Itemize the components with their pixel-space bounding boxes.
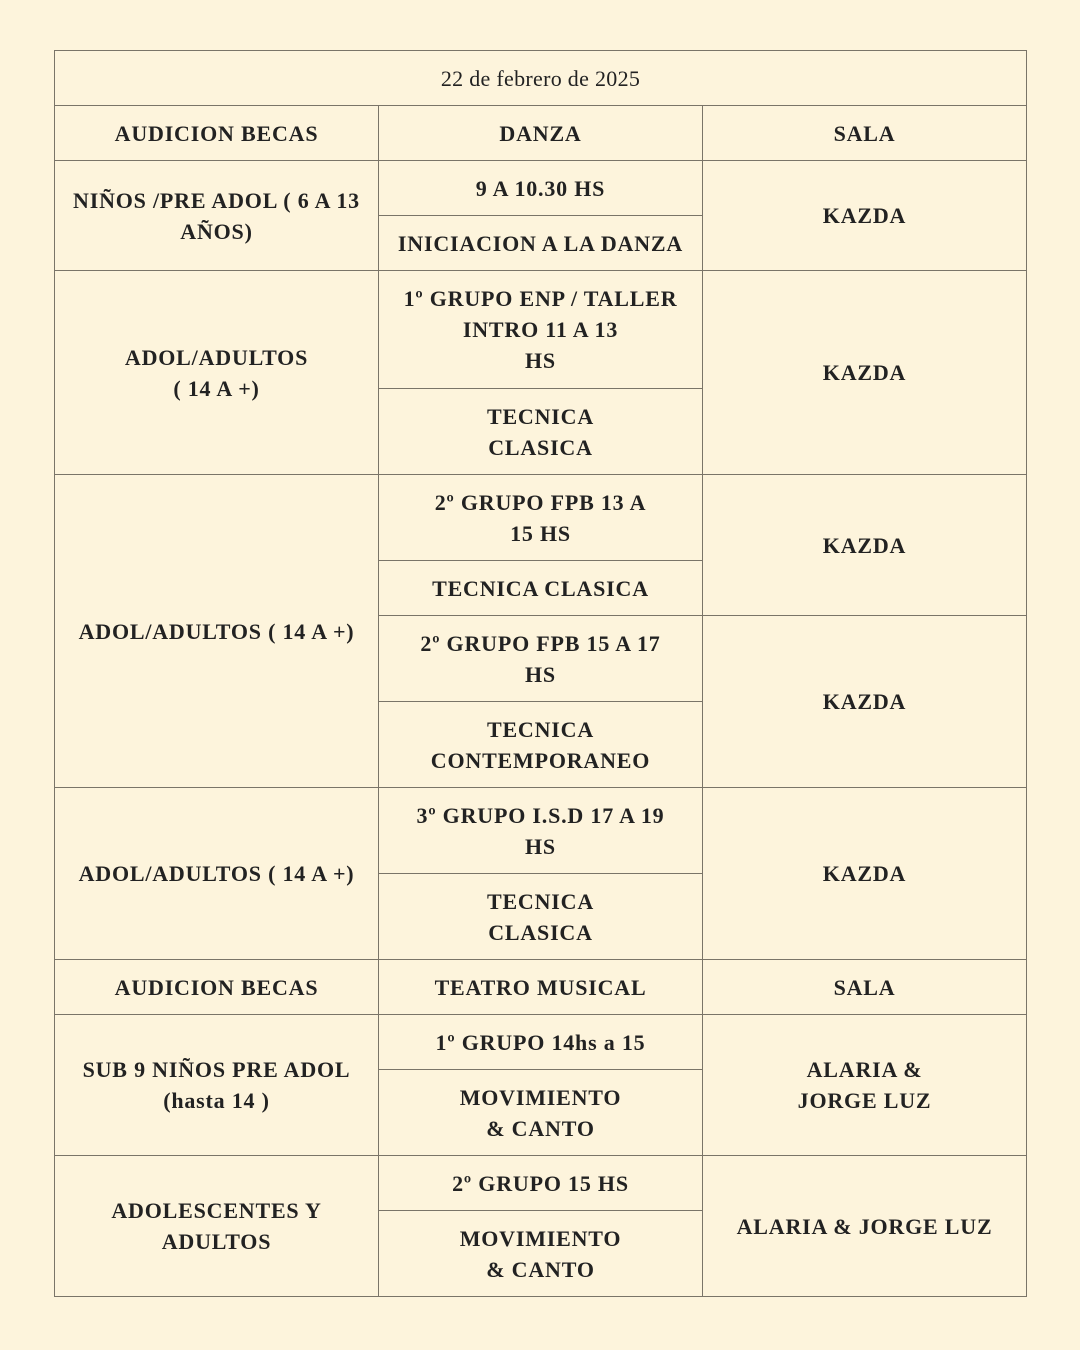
class-cell: TECNICA CLASICA [379, 389, 703, 475]
sala-cell: KAZDA [703, 161, 1027, 271]
table-row [55, 1015, 1027, 1070]
sala-cell: KAZDA [703, 616, 1027, 788]
class-cell: TECNICA CLASICA [379, 561, 703, 616]
table-row [55, 161, 1027, 216]
time-cell: 1º GRUPO 14hs a 15 [379, 1015, 703, 1070]
header-audicion-becas: AUDICION BECAS [55, 106, 379, 161]
time-cell: 9 A 10.30 HS [379, 161, 703, 216]
table-row [55, 788, 1027, 874]
table-row [55, 475, 1027, 561]
group-cell: SUB 9 NIÑOS PRE ADOL (hasta 14 ) [55, 1015, 379, 1156]
time-cell: 1º GRUPO ENP / TALLER INTRO 11 A 13 HS [379, 271, 703, 389]
sala-cell: KAZDA [703, 788, 1027, 960]
sala-cell: KAZDA [703, 475, 1027, 616]
time-cell: 2º GRUPO FPB 15 A 17 HS [379, 616, 703, 702]
class-cell: TECNICA CLASICA [379, 874, 703, 960]
sala-cell: KAZDA [703, 271, 1027, 475]
group-cell: ADOLESCENTES Y ADULTOS [55, 1156, 379, 1297]
header-danza: DANZA [379, 106, 703, 161]
header-sala: SALA [703, 106, 1027, 161]
group-cell: ADOL/ADULTOS ( 14 A +) [55, 788, 379, 960]
class-cell: TECNICA CONTEMPORANEO [379, 702, 703, 788]
group-cell: ADOL/ADULTOS ( 14 A +) [55, 475, 379, 788]
time-cell: 3º GRUPO I.S.D 17 A 19 HS [379, 788, 703, 874]
group-cell: ADOL/ADULTOS ( 14 A +) [55, 271, 379, 475]
date-cell: 22 de febrero de 2025 [55, 51, 1027, 106]
audition-schedule-table [54, 50, 1027, 1297]
danza-header-row [55, 106, 1027, 161]
class-cell: MOVIMIENTO & CANTO [379, 1211, 703, 1297]
class-cell: MOVIMIENTO & CANTO [379, 1070, 703, 1156]
class-cell: INICIACION A LA DANZA [379, 216, 703, 271]
date-row [55, 51, 1027, 106]
table-row [55, 1156, 1027, 1211]
time-cell: 2º GRUPO 15 HS [379, 1156, 703, 1211]
group-cell: NIÑOS /PRE ADOL ( 6 A 13 AÑOS) [55, 161, 379, 271]
sala-cell: ALARIA & JORGE LUZ [703, 1156, 1027, 1297]
table-row [55, 271, 1027, 389]
header-sala: SALA [703, 960, 1027, 1015]
sala-cell: ALARIA & JORGE LUZ [703, 1015, 1027, 1156]
header-audicion-becas: AUDICION BECAS [55, 960, 379, 1015]
time-cell: 2º GRUPO FPB 13 A 15 HS [379, 475, 703, 561]
header-teatro-musical: TEATRO MUSICAL [379, 960, 703, 1015]
teatro-header-row [55, 960, 1027, 1015]
